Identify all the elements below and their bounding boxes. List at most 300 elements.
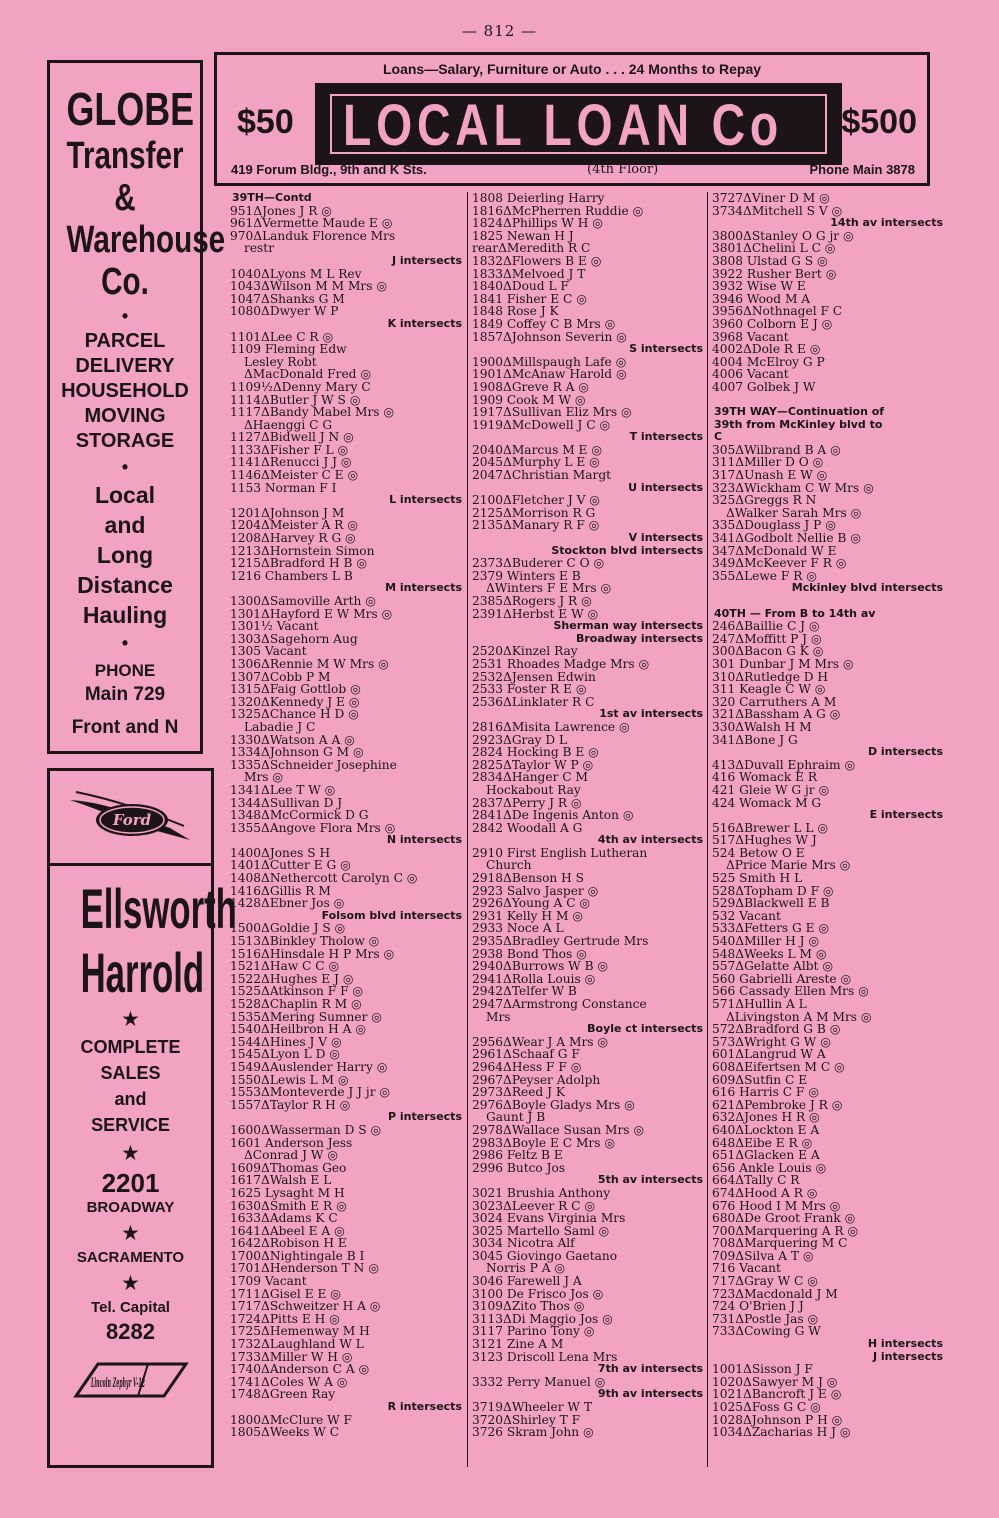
address-entry: 1549ΔAuslender Harry ◎ <box>230 1059 388 1074</box>
address-entry: 1114ΔButler J W S ◎ <box>230 392 361 407</box>
address-entry: 1344ΔSullivan D J <box>230 795 343 810</box>
intersection-label: Boyle ct intersects <box>587 1022 703 1036</box>
ford-logo-text: Ford <box>112 811 151 829</box>
address-entry: 1320ΔKennedy J E ◎ <box>230 694 360 709</box>
star-icon: ★ <box>122 1223 139 1243</box>
address-entry: 2978ΔWallace Susan Mrs ◎ <box>472 1122 645 1137</box>
intersection-label: M intersects <box>385 581 462 595</box>
dealer-service: COMPLETE <box>80 1037 181 1057</box>
globe-service: HOUSEHOLD <box>61 380 189 402</box>
address-entry: 2923 Salvo Jasper ◎ <box>472 883 599 898</box>
globe-line: & <box>114 177 136 219</box>
lincoln-zephyr-logo <box>50 1356 211 1406</box>
dealer-service: SALES <box>100 1063 161 1083</box>
address-entry: 1306ΔRennie M W Mrs ◎ <box>230 656 389 671</box>
address-entry: 529ΔBlackwell E B <box>712 896 830 911</box>
address-entry: 533ΔFetters G E ◎ <box>712 921 830 936</box>
address-entry: 2923ΔGray D L <box>472 732 568 747</box>
intersection-label: J intersects <box>391 253 462 267</box>
address-entry: 1146ΔMeister C E ◎ <box>230 468 359 483</box>
address-entry: 2824 Hocking B E ◎ <box>472 745 599 760</box>
intersection-label: S intersects <box>629 342 703 356</box>
address-entry: 1513ΔBinkley Tholow ◎ <box>230 934 380 949</box>
address-entry: 1133ΔFisher F L ◎ <box>230 442 349 457</box>
star-icon: ★ <box>122 1143 139 1163</box>
address-entry: 1020ΔSawyer M J ◎ <box>712 1374 838 1389</box>
resident-continuation: Gaunt J B <box>486 1110 546 1125</box>
address-entry: 2931 Kelly H M ◎ <box>472 908 583 923</box>
address-entry: 1335ΔSchneider Josephine <box>230 757 397 772</box>
address-entry: 1617ΔWalsh E L <box>230 1173 332 1188</box>
address-entry: 560 Gabrielli Areste ◎ <box>712 971 852 986</box>
address-entry: 424 Womack M G <box>712 795 822 810</box>
logo-text: LOCAL LOAN Co <box>343 93 783 158</box>
address-entry: 2047ΔChristian Margt <box>472 468 612 483</box>
address-entry: 1301ΔHayford E W Mrs ◎ <box>230 606 393 621</box>
address-entry: 1300ΔSamoville Arth ◎ <box>230 594 376 608</box>
address-entry: 1117ΔBandy Mabel Mrs ◎ <box>230 405 395 420</box>
dealer-tel-label: Tel. Capital <box>91 1299 170 1316</box>
street-heading: 39th from McKinley blvd to <box>714 417 883 431</box>
address-entry: 724 O'Brien J J <box>712 1299 804 1314</box>
address-entry: 1748ΔGreen Ray <box>230 1387 336 1402</box>
address-entry: 1528ΔChaplin R M ◎ <box>230 997 362 1011</box>
intersection-label: T intersects <box>629 430 703 444</box>
bullet-icon: • <box>121 306 129 326</box>
dealer-name: Harrold <box>80 941 205 1004</box>
dealer-address-street: BROADWAY <box>86 1199 175 1216</box>
address-entry: 325ΔGreggs R N <box>712 493 817 508</box>
address-entry: 3956ΔNothnagel F C <box>712 304 843 319</box>
address-entry: 3801ΔChelini L C ◎ <box>712 241 836 256</box>
intersection-label: Stockton blvd intersects <box>551 543 703 557</box>
address-entry: 3332 Perry Manuel ◎ <box>472 1374 606 1389</box>
address-entry: 2935ΔBradley Gertrude Mrs <box>472 934 649 949</box>
intersection-label: 9th av intersects <box>597 1387 703 1401</box>
address-entry: 1557ΔTaylor R H ◎ <box>230 1097 351 1112</box>
address-entry: 3960 Colborn E J ◎ <box>712 316 833 331</box>
address-entry: 3023ΔLeever R C ◎ <box>472 1198 596 1213</box>
address-entry: 355ΔLewe F R ◎ <box>712 568 817 583</box>
address-entry: 2135ΔManary R F ◎ <box>472 518 600 533</box>
address-entry: 1701ΔHenderson T N ◎ <box>230 1261 379 1276</box>
address-entry: 1034ΔZacharias H J ◎ <box>712 1425 851 1440</box>
star-icon: ★ <box>122 1273 139 1293</box>
address-entry: 700ΔMarquering A R ◎ <box>712 1223 859 1238</box>
address-entry: 3034 Nicotra Alf <box>472 1236 575 1251</box>
address-entry: 1600ΔWasserman D S ◎ <box>230 1122 382 1137</box>
address-entry: 609ΔSutfin C E <box>712 1072 808 1087</box>
address-entry: 1700ΔNightingale B I <box>230 1248 365 1263</box>
address-entry: 2933 Noce A L <box>472 921 564 936</box>
dealer-name: Ellsworth <box>80 877 237 940</box>
address-entry: 1216 Chambers L B <box>230 568 353 583</box>
globe-service: PARCEL <box>84 330 166 352</box>
dealer-address-number: 2201 <box>101 1168 160 1198</box>
address-entry: 1334ΔJohnson G M ◎ <box>230 745 364 760</box>
address-entry: 1021ΔBancroft J E ◎ <box>712 1387 842 1402</box>
address-entry: 2940ΔBurrows W B ◎ <box>472 959 609 974</box>
globe-line: Warehouse <box>66 219 226 261</box>
globe-service: DELIVERY <box>75 355 175 377</box>
globe-hauling: Hauling <box>82 602 168 628</box>
address-entry: 2373ΔBuderer C O ◎ <box>472 556 605 571</box>
address-entry: 320 Carruthers A M <box>712 694 837 709</box>
address-entry: 1545ΔLyon L D ◎ <box>230 1047 340 1062</box>
address-entry: 1201ΔJohnson J M <box>230 505 345 520</box>
address-entry: 1028ΔJohnson P H ◎ <box>712 1412 843 1427</box>
ad-address: 419 Forum Bldg., 9th and K Sts. <box>231 162 427 177</box>
address-entry: 1857ΔJohnson Severin ◎ <box>472 329 627 344</box>
address-entry: 1553ΔMonteverde J J jr ◎ <box>230 1085 391 1100</box>
address-entry: 2910 First English Lutheran <box>472 845 648 860</box>
address-entry: 323ΔWickham C W Mrs ◎ <box>712 480 874 495</box>
globe-service: STORAGE <box>75 430 175 452</box>
address-entry: 3922 Rusher Bert ◎ <box>712 266 837 281</box>
intersection-label: Mckinley blvd intersects <box>791 581 943 595</box>
intersection-label: 14th av intersects <box>830 216 943 230</box>
address-entry: 3121 Zine A M <box>472 1337 564 1352</box>
address-entry: 1305 Vacant <box>230 644 307 659</box>
lincoln-logo-text: Lincoln Zephyr V-12 <box>90 1376 145 1391</box>
address-entry: 528ΔTopham D F ◎ <box>712 883 834 898</box>
address-entry: 608ΔEifertsen M C ◎ <box>712 1059 845 1074</box>
address-entry: 3800ΔStanley O G jr ◎ <box>712 228 854 243</box>
address-entry: 2841ΔDe Ingenis Anton ◎ <box>472 808 634 823</box>
address-entry: 2918ΔBenson H S <box>472 871 585 886</box>
address-entry: 1525ΔAtkinson F F ◎ <box>230 984 364 999</box>
local-loan-logo <box>315 83 842 165</box>
resident-continuation: Church <box>486 858 532 873</box>
address-entry: 632ΔJones H R ◎ <box>712 1110 820 1125</box>
intersection-label: L intersects <box>389 493 462 507</box>
address-entry: 3968 Vacant <box>712 329 789 344</box>
lincoln-zephyr-icon <box>68 1356 194 1406</box>
address-entry: 1109½ΔDenny Mary C <box>230 379 371 394</box>
address-entry: 1522ΔHughes E J ◎ <box>230 971 354 986</box>
address-entry: 300ΔBacon G K ◎ <box>712 644 824 659</box>
address-entry: 1841 Fisher E C ◎ <box>472 291 587 306</box>
address-entry: 321ΔBassham A G ◎ <box>712 707 841 722</box>
address-entry: 1307ΔCobb P M <box>230 669 331 684</box>
address-entry: 1001ΔSisson J F <box>712 1362 813 1377</box>
address-entry: 1043ΔWilson M M Mrs ◎ <box>230 279 388 294</box>
address-entry: 1315ΔFaig Gottlob ◎ <box>230 682 361 697</box>
globe-hauling: Local <box>94 482 156 508</box>
globe-hauling: and <box>104 512 146 538</box>
address-entry: 2976ΔBoyle Gladys Mrs ◎ <box>472 1097 635 1112</box>
address-entry: 1521ΔHaw C C ◎ <box>230 959 340 974</box>
address-entry: 664ΔTally C R <box>712 1173 800 1188</box>
address-entry: 1917ΔSullivan Eliz Mrs ◎ <box>472 405 632 420</box>
address-entry: 1416ΔGillis R M <box>230 883 331 898</box>
address-entry: 3109ΔZito Thos ◎ <box>472 1299 585 1314</box>
address-entry: 1816ΔMcPherren Ruddie ◎ <box>472 203 644 218</box>
intersection-label: 7th av intersects <box>597 1362 703 1376</box>
intersection-label: U intersects <box>628 480 703 494</box>
address-entry: 416 Womack E R <box>712 770 818 785</box>
address-entry: 616 Harris C F ◎ <box>712 1085 819 1100</box>
address-entry: 311 Keagle C W ◎ <box>712 682 826 697</box>
globe-phone: Main 729 <box>84 684 166 705</box>
globe-line: GLOBE <box>66 83 195 135</box>
address-entry: 2964ΔHess F F ◎ <box>472 1059 582 1074</box>
globe-line: Transfer <box>66 135 184 177</box>
address-entry: 1741ΔColes W A ◎ <box>230 1374 348 1389</box>
address-entry: 709ΔSilva A T ◎ <box>712 1248 814 1263</box>
dealer-service: SERVICE <box>91 1115 170 1135</box>
address-entry: 330ΔWalsh H M <box>712 719 812 734</box>
address-entry: 1732ΔLaughland W L <box>230 1337 364 1352</box>
address-entry: 1500ΔGoldie J S ◎ <box>230 921 346 936</box>
address-entry: 621ΔPembroke J R ◎ <box>712 1097 843 1112</box>
address-entry: 2926ΔYoung A C ◎ <box>472 896 591 911</box>
address-entry: 413ΔDuvall Ephraim ◎ <box>712 757 856 772</box>
address-entry: 1733ΔMiller W H ◎ <box>230 1349 353 1364</box>
address-entry: 525 Smith H L <box>712 871 803 886</box>
address-entry: 680ΔDe Groot Frank ◎ <box>712 1211 856 1226</box>
address-entry: 246ΔBaillie C J ◎ <box>712 619 820 634</box>
address-entry: 1325ΔChance H D ◎ <box>230 707 359 722</box>
address-entry: 3117 Parino Tony ◎ <box>472 1324 595 1339</box>
address-entry: 1303ΔSagehorn Aug <box>230 631 358 646</box>
address-entry: 1047ΔShanks G M <box>230 291 345 306</box>
address-entry: 640ΔLockton E A <box>712 1122 820 1137</box>
address-entry: 674ΔHood A R ◎ <box>712 1185 818 1200</box>
address-entry: 708ΔMarquering M C <box>712 1236 848 1251</box>
address-entry: 1101ΔLee C R ◎ <box>230 329 334 344</box>
page-number: — 812 — <box>461 22 538 40</box>
address-entry: 733ΔCowing G W <box>712 1324 821 1339</box>
address-entry: 1833ΔMelvoed J T <box>472 266 586 281</box>
resident-continuation: Norris P A ◎ <box>486 1261 566 1276</box>
intersection-label: R intersects <box>387 1400 462 1413</box>
address-entry: 1805ΔWeeks W C <box>230 1425 340 1440</box>
address-entry: 1824ΔPhillips W H ◎ <box>472 216 603 231</box>
address-entry: 1540ΔHeilbron H A ◎ <box>230 1022 366 1037</box>
address-entry: 1080ΔDwyer W P <box>230 304 339 319</box>
address-entry: 601ΔLangrud W A <box>712 1047 826 1062</box>
address-entry: 2045ΔMurphy L E ◎ <box>472 455 600 470</box>
intersection-label: 5th av intersects <box>597 1173 703 1187</box>
address-entry: 2834ΔHanger C M <box>472 770 588 785</box>
address-entry: 1630ΔSmith E R ◎ <box>230 1198 347 1213</box>
ellsworth-harrold-ad <box>47 768 237 1468</box>
globe-hauling: Distance <box>77 572 173 598</box>
intersection-label: V intersects <box>628 531 703 545</box>
address-entry: 1401ΔCutter E G ◎ <box>230 858 351 873</box>
address-entry: 2040ΔMarcus M E ◎ <box>472 442 602 457</box>
address-entry: 2385ΔRogers J R ◎ <box>472 594 592 608</box>
globe-transfer-ad <box>47 60 226 754</box>
intersection-label: H intersects <box>867 1337 943 1351</box>
address-entry: 1025ΔFoss G C ◎ <box>712 1400 821 1414</box>
ford-logo <box>50 771 211 866</box>
intersection-label: Broadway intersects <box>576 631 703 645</box>
address-entry: 2520ΔKinzel Ray <box>472 644 578 659</box>
address-entry: 1901ΔMcAnaw Harold ◎ <box>472 367 627 382</box>
address-entry: 335ΔDouglass J P ◎ <box>712 518 836 533</box>
address-entry: 3025 Martello Saml ◎ <box>472 1223 610 1238</box>
globe-address: Front and N <box>71 717 179 738</box>
address-entry: 1408ΔNethercott Carolyn C ◎ <box>230 871 418 886</box>
address-entry: 1601 Anderson Jess <box>230 1135 353 1150</box>
address-entry: 566 Cassady Ellen Mrs ◎ <box>712 984 869 999</box>
address-entry: 305ΔWilbrand B A ◎ <box>712 442 841 457</box>
address-entry: 3100 De Frisco Jos ◎ <box>472 1286 604 1301</box>
address-entry: 1330ΔWatson A A ◎ <box>230 732 355 747</box>
address-entry: 1428ΔEbner Jos ◎ <box>230 896 345 911</box>
address-entry: 532 Vacant <box>712 908 781 923</box>
address-entry: 573ΔWright G W ◎ <box>712 1034 831 1049</box>
address-entry: 3946 Wood M A <box>712 291 811 306</box>
address-entry: 1711ΔGisel E E ◎ <box>230 1286 341 1301</box>
address-entry: 648ΔEibe E R ◎ <box>712 1135 813 1150</box>
address-entry: 3123 Driscoll Lena Mrs <box>472 1349 618 1364</box>
bullet-icon: • <box>121 457 129 477</box>
address-entry: 1625 Lysaght M H <box>230 1185 345 1200</box>
intersection-label: J intersects <box>872 1349 943 1363</box>
address-entry: 2961ΔSchaaf G F <box>472 1047 580 1062</box>
street-heading: 39TH—Contd <box>232 192 312 204</box>
intersection-label: Sherman way intersects <box>553 619 703 633</box>
address-entry: 717ΔGray W C ◎ <box>712 1274 818 1289</box>
star-icon: ★ <box>122 1009 139 1029</box>
address-entry: 1919ΔMcDowell J C ◎ <box>472 417 611 432</box>
address-entry: 3021 Brushia Anthony <box>472 1185 611 1200</box>
dealer-city: SACRAMENTO <box>76 1249 185 1266</box>
address-entry: 1204ΔMeister A R ◎ <box>230 518 358 533</box>
address-entry: 2536ΔLinklater R C <box>472 694 595 709</box>
address-entry: 301 Dunbar J M Mrs ◎ <box>712 656 854 671</box>
address-entry: 2842 Woodall A G <box>472 820 583 835</box>
address-entry: 517ΔHughes W J <box>712 833 817 848</box>
address-entry: 1400ΔJones S H <box>230 845 331 860</box>
intersection-label: K intersects <box>387 316 462 330</box>
ad-phone: Phone Main 3878 <box>809 162 915 177</box>
directory-column-1 <box>226 192 466 1467</box>
directory-column-3 <box>707 192 947 1467</box>
address-entry: 311ΔMiller D O ◎ <box>712 455 824 470</box>
street-heading: 40TH — From B to 14th av <box>714 606 876 620</box>
intersection-label: 1st av intersects <box>599 707 703 721</box>
globe-service: MOVING <box>84 405 166 427</box>
address-entry: 2938 Bond Thos ◎ <box>472 946 587 961</box>
address-entry: 571ΔHullin A L <box>712 997 807 1011</box>
intersection-label: 4th av intersects <box>597 833 703 847</box>
address-entry: 3113ΔDi Maggio Jos ◎ <box>472 1311 613 1326</box>
address-entry: 572ΔBradford G B ◎ <box>712 1022 841 1037</box>
address-entry: 4004 McElroy G P <box>712 354 825 369</box>
resident-continuation: restr <box>244 241 275 256</box>
resident-continuation: ΔLivingston A M Mrs ◎ <box>726 1009 872 1024</box>
address-entry: 347ΔMcDonald W E <box>712 543 837 558</box>
address-entry: 1040ΔLyons M L Rev <box>230 266 362 281</box>
resident-continuation: Lesley Robt <box>244 354 317 369</box>
address-entry: 2956ΔWear J A Mrs ◎ <box>472 1034 609 1049</box>
local-loan-logo-icon <box>323 89 834 159</box>
intersection-label: D intersects <box>867 745 943 759</box>
address-entry: 1348ΔMcCormick D G <box>230 808 369 823</box>
intersection-label: P intersects <box>388 1110 462 1124</box>
address-entry: 731ΔPostle Jas ◎ <box>712 1311 819 1326</box>
address-entry: 2947ΔArmstrong Constance <box>472 997 647 1011</box>
address-entry: 4007 Golbek J W <box>712 379 816 394</box>
resident-continuation: Labadie J C <box>244 719 316 734</box>
resident-continuation: ΔWalker Sarah Mrs ◎ <box>726 505 862 520</box>
directory-column-2 <box>467 192 707 1467</box>
address-entry: 676 Hood I M Mrs ◎ <box>712 1198 841 1213</box>
address-entry: 1341ΔLee T W ◎ <box>230 782 336 797</box>
dealer-tel: 8282 <box>106 1319 155 1344</box>
address-entry: 651ΔGlacken E A <box>712 1148 820 1163</box>
ad-amount-min: $50 <box>237 103 294 141</box>
street-heading: C <box>714 430 723 444</box>
address-entry: 2816ΔMisita Lawrence ◎ <box>472 719 630 734</box>
ad-tagline: Loans—Salary, Furniture or Auto . . . 24 Months to Repay <box>382 61 762 77</box>
ad-floor: (4th Floor) <box>587 162 659 177</box>
address-entry: 1832ΔFlowers B E ◎ <box>472 253 602 268</box>
address-entry: 2941ΔRolla Louis ◎ <box>472 971 596 986</box>
address-entry: 349ΔMcKeever F R ◎ <box>712 556 847 571</box>
address-entry: 3024 Evans Virginia Mrs <box>472 1211 626 1226</box>
street-heading: 39TH WAY—Continuation of <box>714 405 885 419</box>
address-entry: 1717ΔSchweitzer H A ◎ <box>230 1299 381 1314</box>
spacer <box>712 595 947 608</box>
address-entry: 1900ΔMillspaugh Lafe ◎ <box>472 354 627 369</box>
address-entry: 1109 Fleming Edw <box>230 342 347 357</box>
address-entry: 3727ΔViner D M ◎ <box>712 192 830 205</box>
address-entry: 1725ΔHemenway M H <box>230 1324 370 1339</box>
globe-phone-label: PHONE <box>94 661 156 680</box>
address-entry: 1642ΔRobison H E <box>230 1236 347 1251</box>
address-entry: 1215ΔBradford H B ◎ <box>230 556 367 571</box>
resident-continuation: Mrs ◎ <box>244 770 284 785</box>
resident-continuation: Mrs <box>486 1009 511 1024</box>
address-entry: 2379 Winters E B <box>472 568 581 583</box>
address-entry: 1141ΔRenucci J J ◎ <box>230 455 352 470</box>
address-entry: 3046 Farewell J A <box>472 1274 582 1289</box>
address-entry: 2532ΔJensen Edwin <box>472 669 596 684</box>
address-entry: 716 Vacant <box>712 1261 781 1276</box>
resident-continuation: ΔHaenggi C G <box>244 417 333 432</box>
address-entry: 2825ΔTaylor W P ◎ <box>472 757 594 772</box>
address-entry: 3726 Skram John ◎ <box>472 1425 594 1440</box>
address-entry: 2533 Foster R E ◎ <box>472 682 587 697</box>
address-entry: 3932 Wise W E <box>712 279 806 294</box>
address-entry: 421 Gleie W G jr ◎ <box>712 782 830 797</box>
address-entry: 1641ΔAbeel E A ◎ <box>230 1223 345 1238</box>
address-entry: 2942ΔTelfer W B <box>472 984 577 999</box>
intersection-label: E intersects <box>869 808 943 822</box>
address-entry: 2100ΔFletcher J V ◎ <box>472 493 600 508</box>
address-entry: 2125ΔMorrison R G <box>472 505 596 520</box>
address-entry: 1840ΔDoud L F <box>472 279 569 294</box>
ford-logo-icon <box>66 782 196 852</box>
address-entry: 2996 Butco Jos <box>472 1160 566 1175</box>
address-entry: 548ΔWeeks L M ◎ <box>712 946 827 961</box>
address-entry: 1355ΔAngove Flora Mrs ◎ <box>230 820 396 835</box>
address-entry: 4006 Vacant <box>712 367 789 382</box>
address-entry: 1909 Cook M W ◎ <box>472 392 586 407</box>
address-entry: 1153 Norman F I <box>230 480 337 495</box>
address-entry: 1848 Rose J K <box>472 304 559 319</box>
resident-continuation: Hockabout Ray <box>486 782 581 797</box>
resident-continuation: ΔWinters F E Mrs ◎ <box>486 581 612 596</box>
bullet-icon: • <box>121 633 129 653</box>
address-entry: 1213ΔHornstein Simon <box>230 543 375 558</box>
intersection-label: N intersects <box>386 833 462 847</box>
